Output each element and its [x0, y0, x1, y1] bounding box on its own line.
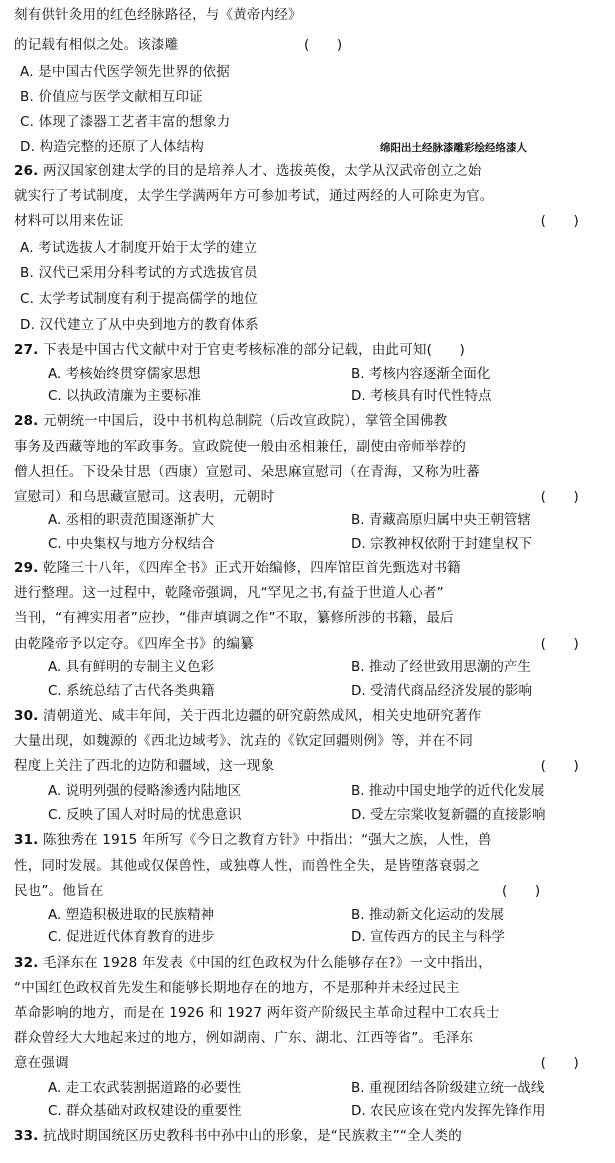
q25-stem-text: 的记载有相似之处。该漆雕: [14, 37, 179, 53]
q25-option-a: A. 是中国古代医学领先世界的依据: [20, 64, 230, 80]
q29-stem-text-1: 乾隆三十八年，《四库全书》正式开始编修，四库馆臣首先甄选对书籍: [43, 560, 461, 576]
q25-option-b: B. 价值应与医学文献相互印证: [20, 89, 203, 105]
q31-stem-line-2: 性，同时发展。其他或仅保兽性，或独尊人性，而兽性全失，是皆堕落衰弱之: [14, 858, 480, 874]
q26-answer-paren: ( ): [540, 213, 579, 229]
q26-stem-line-1: [14, 159, 609, 184]
q26-stem-text-1: 两汉国家创建太学的目的是培养人才、选拔英俊，太学从汉武帝创立之始: [43, 163, 482, 179]
q27-option-b: B. 考核内容逐渐全面化: [351, 366, 491, 382]
q26-stem-text-3: 材料可以用来佐证: [14, 213, 124, 229]
q28-options-row-2: [14, 532, 609, 557]
q32-option-a: A. 走工农武装割据道路的必要性: [48, 1080, 242, 1096]
q29-option-a: A. 具有鲜明的专制主义色彩: [48, 659, 215, 675]
q29-option-d: D. 受清代商品经济发展的影响: [351, 683, 532, 699]
q29-stem-text-4: 由乾隆帝予以定夺。《四库全书》的编纂: [14, 636, 254, 652]
q32-options-row-1: [14, 1076, 609, 1101]
q28-option-d: D. 宗教神权依附于封建皇权下: [351, 536, 532, 552]
q31-stem-text-3: 民也”。他旨在: [14, 883, 104, 899]
q29-option-b: B. 推动了经世致用思潮的产生: [351, 659, 531, 675]
q31-answer-paren: ( ): [502, 883, 541, 899]
q28-option-b: B. 青藏高原归属中央王朝管辖: [351, 512, 531, 528]
q32-stem-text-5: 意在强调: [14, 1055, 69, 1071]
q27-number: 27.: [14, 342, 39, 358]
q32-stem-text-1: 毛泽东在 1928 年发表《中国的红色政权为什么能够存在?》一文中指出，: [43, 955, 492, 971]
q28-stem-line-3: 僧人担任。下设朵甘思（西康）宣慰司、朵思麻宣慰司（在青海，又称为吐蕃: [14, 464, 480, 480]
q27-option-a: A. 考核始终贯穿儒家思想: [48, 366, 201, 382]
q28-number: 28.: [14, 413, 39, 429]
q25-stem-line-2: [14, 33, 609, 58]
q28-option-c: C. 中央集权与地方分权结合: [48, 536, 215, 552]
q33-stem: [14, 1124, 609, 1149]
q28-stem-text-4: 宣慰司）和乌思藏宣慰司。这表明，元朝时: [14, 489, 275, 505]
q28-options-row-1: [14, 508, 609, 533]
q32-stem-line-1: [14, 951, 609, 976]
q30-options-row-2: [14, 803, 609, 828]
q30-option-c: C. 反映了国人对时局的忧患意识: [48, 807, 242, 823]
q25-image-caption: 绵阳出土经脉漆雕彩绘经络漆人: [380, 142, 527, 154]
q32-answer-paren: ( ): [540, 1055, 579, 1071]
q26-option-a: A. 考试选拔人才制度开始于太学的建立: [20, 240, 258, 256]
q28-stem-line-2: 事务及西藏等地的军政事务。宣政院使一般由丞相兼任，副使由帝师举荐的: [14, 439, 467, 455]
q31-number: 31.: [14, 832, 39, 848]
q30-answer-paren: ( ): [540, 758, 579, 774]
q30-stem-line-3: [14, 754, 609, 779]
q29-options-row-1: [14, 655, 609, 680]
q29-answer-paren: ( ): [540, 636, 579, 652]
q31-stem-text-1: 陈独秀在 1915 年所写《今日之教育方针》中指出：“强大之族，人性，兽: [43, 832, 492, 848]
q30-stem-line-1: [14, 704, 609, 729]
q28-stem-text-1: 元朝统一中国后，设中书机构总制院（后改宣政院），掌管全国佛教: [43, 413, 448, 429]
q31-stem-line-3: [14, 879, 609, 904]
q29-number: 29.: [14, 560, 39, 576]
q30-stem-text-3: 程度上关注了西北的边防和疆域，这一现象: [14, 758, 275, 774]
q32-stem-line-4: 群众曾经大大地起来过的地方，例如湖南、广东、湖北、江西等省”。毛泽东: [14, 1030, 474, 1046]
q31-option-b: B. 推动新文化运动的发展: [351, 907, 504, 923]
q25-option-c: C. 体现了漆器工艺者丰富的想象力: [20, 114, 231, 130]
q29-stem-line-3: 当刊，“有裨实用者”应抄，“俳声填调之作”不取，纂修所涉的书籍，最后: [14, 610, 454, 626]
q30-option-b: B. 推动中国史地学的近代化发展: [351, 783, 545, 799]
q31-options-row-2: [14, 925, 609, 950]
q29-option-c: C. 系统总结了古代各类典籍: [48, 683, 215, 699]
q27-stem: [14, 338, 609, 363]
q32-option-b: B. 重视团结各阶级建立统一战线: [351, 1080, 545, 1096]
q29-stem-line-1: [14, 556, 609, 581]
q32-option-d: D. 农民应该在党内发挥先锋作用: [351, 1103, 546, 1119]
q26-stem-line-3: [14, 209, 609, 234]
q32-stem-line-3: 革命影响的地方，而是在 1926 和 1927 两年资产阶级民主革命过程中工农兵士: [14, 1005, 500, 1021]
q26-stem-line-2: 就实行了考试制度，太学生学满两年方可参加考试，通过两经的人可除吏为官。: [14, 188, 494, 204]
q27-option-d: D. 考核具有时代性特点: [351, 388, 492, 404]
q26-option-d: D. 汉代建立了从中央到地方的教育体系: [20, 317, 259, 333]
q31-option-a: A. 塑造积极进取的民族精神: [48, 907, 215, 923]
q25-answer-paren: ( ): [304, 37, 343, 53]
q31-option-c: C. 促进近代体育教育的进步: [48, 929, 215, 945]
q29-stem-line-2: 进行整理。这一过程中，乾隆帝强调，凡“罕见之书,有益于世道人心者”: [14, 585, 444, 601]
q33-number: 33.: [14, 1128, 39, 1144]
q26-number: 26.: [14, 163, 39, 179]
q32-options-row-2: [14, 1099, 609, 1124]
q31-stem-line-1: [14, 828, 609, 853]
q28-answer-paren: ( ): [540, 489, 579, 505]
q32-stem-line-2: “中国红色政权首先发生和能够长期地存在的地方，不是那种并未经过民主: [14, 980, 460, 996]
q32-number: 32.: [14, 955, 39, 971]
q30-number: 30.: [14, 708, 39, 724]
q30-option-a: A. 说明列强的侵略渗透内陆地区: [48, 783, 242, 799]
q28-option-a: A. 丞相的职责范围逐渐扩大: [48, 512, 215, 528]
q30-option-d: D. 受左宗棠收复新疆的直接影响: [351, 807, 546, 823]
q26-option-c: C. 太学考试制度有利于提高儒学的地位: [20, 291, 258, 307]
q27-stem-text: 下表是中国古代文献中对于官吏考核标准的部分记载，由此可知( ): [43, 342, 465, 358]
q32-option-c: C. 群众基础对政权建设的重要性: [48, 1103, 242, 1119]
q28-stem-line-4: [14, 485, 609, 510]
q27-options-row-2: [14, 384, 609, 409]
q31-option-d: D. 宣传西方的民主与科学: [351, 929, 505, 945]
q28-stem-line-1: [14, 409, 609, 434]
q30-stem-text-1: 清朝道光、咸丰年间，关于西北边疆的研究蔚然成风，相关史地研究著作: [43, 708, 482, 724]
q26-option-b: B. 汉代已采用分科考试的方式选拔官员: [20, 265, 258, 281]
q27-option-c: C. 以执政清廉为主要标准: [48, 388, 202, 404]
q32-stem-line-5: [14, 1051, 609, 1076]
q33-stem-text: 抗战时期国统区历史教科书中孙中山的形象，是“民族救主”“全人类的: [43, 1128, 462, 1144]
q30-stem-line-2: 大量出现，如魏源的《西北边域考》、沈垚的《钦定回疆则例》等，并在不同: [14, 733, 474, 749]
q30-options-row-1: [14, 779, 609, 804]
q29-options-row-2: [14, 679, 609, 704]
q25-stem-line-1: 刻有供针灸用的红色经脉路径，与《黄帝内经》: [14, 7, 302, 23]
q25-option-d: D. 构造完整的还原了人体结构: [20, 139, 204, 155]
q29-stem-line-4: [14, 632, 609, 657]
